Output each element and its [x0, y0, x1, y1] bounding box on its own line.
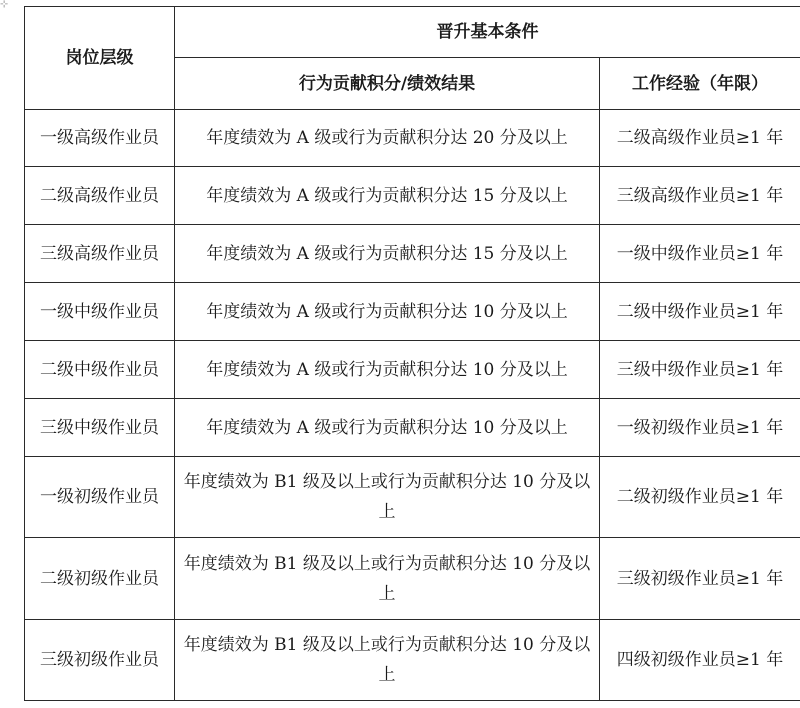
table-row: [25, 457, 800, 538]
row-performance: 年度绩效为 B1 级及以上或行为贡献积分达 10 分及以上: [175, 457, 600, 538]
row-performance: 年度绩效为 A 级或行为贡献积分达 10 分及以上: [175, 399, 600, 457]
row-level: 二级初级作业员: [25, 538, 175, 620]
row-experience: 二级中级作业员≥1 年: [600, 283, 800, 341]
row-experience: 三级中级作业员≥1 年: [600, 341, 800, 399]
table-row: [25, 341, 800, 399]
row-performance: 年度绩效为 A 级或行为贡献积分达 15 分及以上: [175, 225, 600, 283]
row-level: 二级高级作业员: [25, 167, 175, 225]
table-row: [25, 538, 800, 620]
row-level: 一级中级作业员: [25, 283, 175, 341]
row-performance: 年度绩效为 B1 级及以上或行为贡献积分达 10 分及以上: [175, 620, 600, 701]
table-row: [25, 225, 800, 283]
row-performance: 年度绩效为 A 级或行为贡献积分达 20 分及以上: [175, 110, 600, 167]
table-row: [25, 283, 800, 341]
header-row-top: [25, 7, 800, 58]
row-experience: 一级中级作业员≥1 年: [600, 225, 800, 283]
header-conditions: 晋升基本条件: [175, 7, 800, 58]
table-row: [25, 399, 800, 457]
row-level: 一级初级作业员: [25, 457, 175, 538]
row-performance: 年度绩效为 A 级或行为贡献积分达 10 分及以上: [175, 341, 600, 399]
row-performance: 年度绩效为 B1 级及以上或行为贡献积分达 10 分及以上: [175, 538, 600, 620]
row-experience: 二级初级作业员≥1 年: [600, 457, 800, 538]
row-experience: 二级高级作业员≥1 年: [600, 110, 800, 167]
row-level: 一级高级作业员: [25, 110, 175, 167]
row-level: 二级中级作业员: [25, 341, 175, 399]
row-experience: 一级初级作业员≥1 年: [600, 399, 800, 457]
row-experience: 三级初级作业员≥1 年: [600, 538, 800, 620]
row-level: 三级高级作业员: [25, 225, 175, 283]
table-row: [25, 167, 800, 225]
header-experience: 工作经验（年限）: [600, 58, 800, 110]
row-experience: 三级高级作业员≥1 年: [600, 167, 800, 225]
promotion-table-container: [24, 6, 800, 700]
table-row: [25, 110, 800, 167]
header-level: 岗位层级: [25, 7, 175, 110]
row-level: 三级初级作业员: [25, 620, 175, 701]
row-performance: 年度绩效为 A 级或行为贡献积分达 15 分及以上: [175, 167, 600, 225]
header-performance: 行为贡献积分/绩效结果: [175, 58, 600, 110]
row-experience: 四级初级作业员≥1 年: [600, 620, 800, 701]
promotion-criteria-table: [24, 6, 800, 701]
table-anchor-icon: ⊹: [0, 0, 9, 10]
row-level: 三级中级作业员: [25, 399, 175, 457]
table-row: [25, 620, 800, 701]
row-performance: 年度绩效为 A 级或行为贡献积分达 10 分及以上: [175, 283, 600, 341]
